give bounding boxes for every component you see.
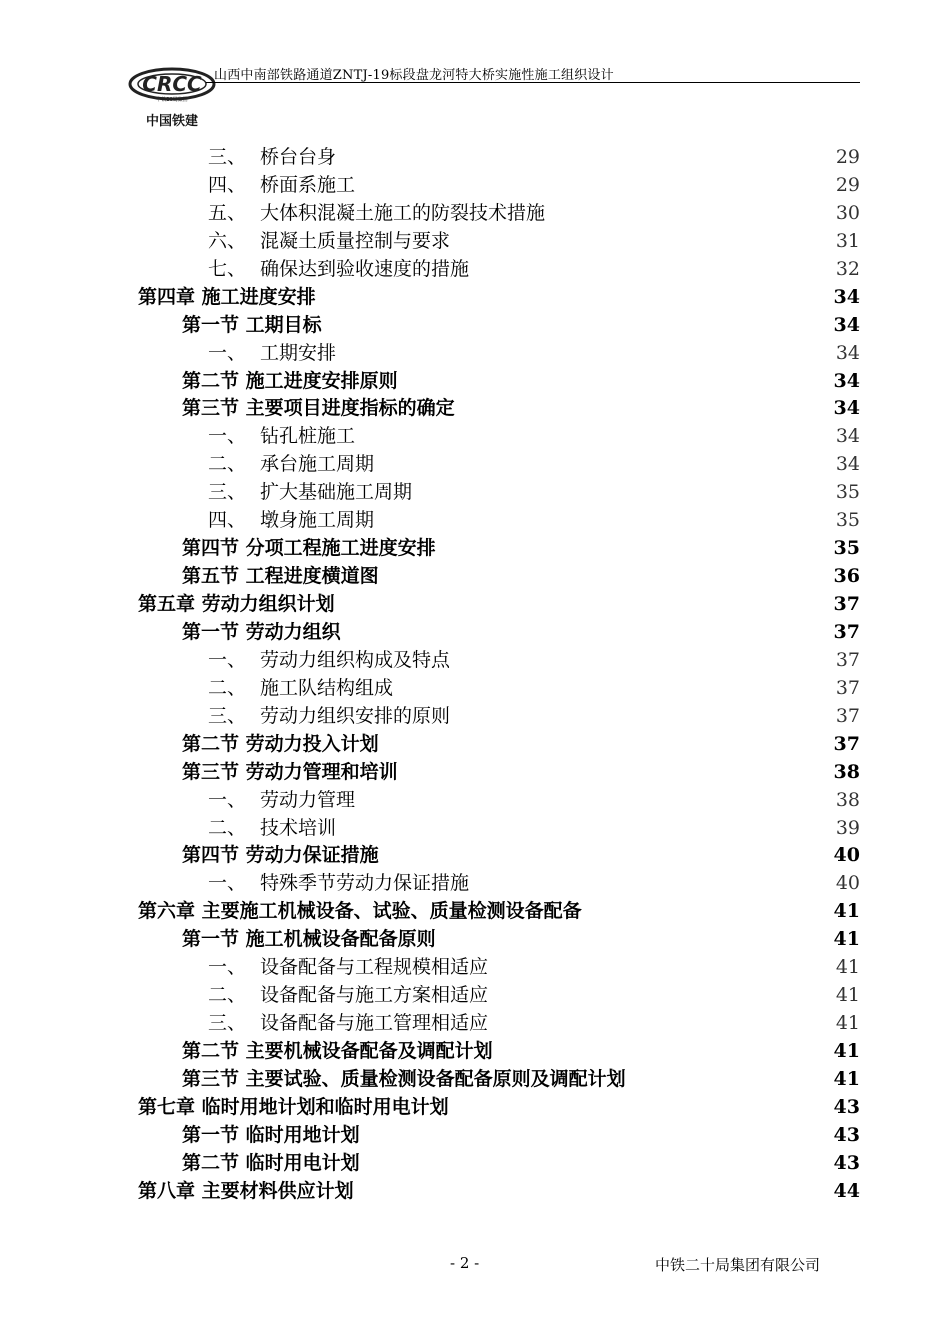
toc-entry-page: 43	[833, 1095, 860, 1118]
toc-entry-page: 41	[835, 1012, 860, 1035]
toc-entry-number: 四、	[208, 173, 247, 196]
toc-entry-item[interactable]	[0, 870, 950, 898]
toc-entry-item[interactable]	[0, 256, 950, 284]
toc-entry-text: 第四节 分项工程施工进度安排	[182, 537, 436, 560]
toc-entry-text: 第二节 劳动力投入计划	[182, 732, 379, 755]
toc-entry-text: 劳动力组织构成及特点	[260, 648, 451, 671]
toc-entry-page: 34	[833, 397, 860, 420]
toc-entry-item[interactable]	[0, 675, 950, 703]
toc-entry-number: 三、	[208, 481, 247, 504]
header-divider	[206, 82, 860, 83]
toc-entry-title	[182, 1066, 626, 1094]
toc-entry-title	[208, 228, 450, 256]
toc-entry-text: 第四节 劳动力保证措施	[182, 844, 379, 867]
toc-entry-text: 第二节 施工进度安排原则	[182, 369, 398, 392]
toc-entry-page: 41	[833, 928, 860, 951]
toc-entry-page: 34	[833, 369, 860, 392]
toc-entry-item[interactable]	[0, 647, 950, 675]
toc-entry-page: 41	[835, 984, 860, 1007]
toc-entry-item[interactable]	[0, 703, 950, 731]
toc-entry-text: 第八章 主要材料供应计划	[138, 1179, 354, 1202]
toc-entry-title	[182, 731, 379, 759]
toc-entry-page: 37	[835, 648, 860, 671]
toc-entry-text: 第三节 劳动力管理和培训	[182, 760, 398, 783]
toc-entry-title	[208, 423, 355, 451]
toc-entry-item[interactable]	[0, 479, 950, 507]
toc-entry-number: 二、	[208, 676, 247, 699]
toc-entry-title	[208, 675, 393, 703]
toc-entry-title	[182, 1122, 360, 1150]
toc-entry-number: 一、	[208, 788, 247, 811]
toc-entry-title	[182, 563, 379, 591]
toc-entry-title	[138, 591, 335, 619]
toc-entry-page: 35	[835, 509, 860, 532]
toc-entry-number: 一、	[208, 341, 247, 364]
toc-entry-title	[208, 256, 469, 284]
toc-entry-number: 一、	[208, 648, 247, 671]
toc-entry-chapter[interactable]	[0, 1094, 950, 1122]
toc-entry-text: 承台施工周期	[260, 453, 375, 476]
toc-entry-number: 三、	[208, 704, 247, 727]
toc-entry-page: 34	[835, 453, 860, 476]
toc-entry-text: 钻孔桩施工	[260, 425, 356, 448]
toc-entry-title	[182, 926, 436, 954]
svg-text:中国铁建: 中国铁建	[145, 114, 199, 129]
toc-entry-number: 一、	[208, 425, 247, 448]
toc-entry-number: 四、	[208, 509, 247, 532]
toc-entry-item[interactable]	[0, 144, 950, 172]
svg-text:中铁20局集团: 中铁20局集团	[156, 97, 188, 103]
toc-entry-section[interactable]	[0, 535, 950, 563]
toc-entry-title	[182, 1150, 360, 1178]
toc-entry-section[interactable]	[0, 1150, 950, 1178]
crcc-logo-icon	[126, 58, 218, 130]
toc-entry-title	[208, 815, 336, 843]
toc-entry-text: 设备配备与施工方案相适应	[260, 984, 489, 1007]
toc-entry-page: 34	[835, 425, 860, 448]
toc-entry-number: 六、	[208, 229, 247, 252]
toc-entry-section[interactable]	[0, 1066, 950, 1094]
toc-entry-page: 34	[833, 285, 860, 308]
toc-entry-page: 41	[833, 900, 860, 923]
toc-entry-page: 41	[835, 956, 860, 979]
toc-entry-text: 第六章 主要施工机械设备、试验、质量检测设备配备	[138, 900, 582, 923]
toc-entry-title	[182, 842, 379, 870]
toc-entry-text: 第一节 劳动力组织	[182, 620, 341, 643]
toc-entry-item[interactable]	[0, 172, 950, 200]
toc-entry-page: 29	[835, 146, 860, 168]
toc-entry-title	[138, 1178, 354, 1206]
toc-entry-number: 三、	[208, 1012, 247, 1035]
toc-entry-page: 30	[835, 201, 860, 224]
toc-entry-text: 第一节 工期目标	[182, 313, 322, 336]
toc-entry-number: 二、	[208, 453, 247, 476]
toc-entry-page: 43	[833, 1151, 860, 1174]
toc-entry-number: 二、	[208, 984, 247, 1007]
toc-entry-number: 五、	[208, 201, 247, 224]
toc-entry-title	[208, 172, 355, 200]
toc-entry-item[interactable]	[0, 200, 950, 228]
toc-entry-title	[138, 284, 316, 312]
toc-entry-title	[208, 954, 488, 982]
toc-entry-section[interactable]	[0, 731, 950, 759]
toc-entry-text: 第五章 劳动力组织计划	[138, 593, 335, 615]
toc-entry-page: 37	[835, 704, 860, 727]
toc-entry-title	[208, 340, 336, 368]
toc-entry-title	[138, 1094, 449, 1122]
toc-entry-number: 七、	[208, 257, 247, 280]
toc-entry-item[interactable]	[0, 1010, 950, 1038]
toc-entry-text: 第二节 临时用电计划	[182, 1151, 360, 1174]
toc-entry-chapter[interactable]	[0, 1178, 950, 1206]
toc-entry-section[interactable]	[0, 759, 950, 787]
toc-entry-item[interactable]	[0, 815, 950, 843]
toc-entry-title	[208, 870, 469, 898]
toc-entry-text: 第二节 主要机械设备配备及调配计划	[182, 1040, 493, 1062]
page-header	[126, 58, 860, 130]
toc-entry-title	[182, 1038, 493, 1066]
toc-entry-title	[182, 619, 341, 647]
toc-entry-text: 桥台台身	[260, 146, 337, 168]
toc-entry-text: 劳动力管理	[260, 788, 356, 811]
toc-entry-page: 37	[833, 732, 860, 755]
footer-company: 中铁二十局集团有限公司	[655, 1256, 821, 1274]
toc-entry-page: 37	[835, 676, 860, 699]
toc-entry-chapter[interactable]	[0, 284, 950, 312]
toc-entry-title	[182, 312, 322, 340]
toc-entry-page: 37	[833, 620, 860, 643]
toc-entry-page: 29	[835, 173, 860, 196]
toc-entry-page: 43	[833, 1123, 860, 1146]
toc-entry-title	[208, 507, 374, 535]
header-title: 山西中南部铁路通道ZNTJ-19标段盘龙河特大桥实施性施工组织设计	[214, 68, 614, 83]
toc-entry-section[interactable]	[0, 312, 950, 340]
toc-entry-text: 技术培训	[260, 816, 337, 839]
toc-entry-item[interactable]	[0, 982, 950, 1010]
toc-entry-text: 工期安排	[260, 341, 337, 364]
toc-entry-page: 38	[835, 788, 860, 811]
toc-entry-text: 扩大基础施工周期	[260, 481, 413, 504]
toc-entry-title	[208, 703, 450, 731]
toc-entry-item[interactable]	[0, 451, 950, 479]
toc-entry-item[interactable]	[0, 423, 950, 451]
toc-entry-text: 第一节 临时用地计划	[182, 1123, 360, 1146]
toc-entry-section[interactable]	[0, 563, 950, 591]
toc-entry-page: 35	[835, 481, 860, 504]
toc-entry-item[interactable]	[0, 787, 950, 815]
toc-entry-text: 混凝土质量控制与要求	[260, 229, 451, 252]
toc-entry-text: 劳动力组织安排的原则	[260, 704, 451, 727]
toc-entry-page: 37	[833, 593, 860, 615]
toc-entry-title	[208, 1010, 488, 1038]
toc-entry-title	[182, 368, 398, 396]
toc-entry-text: 第一节 施工机械设备配备原则	[182, 928, 436, 951]
toc-entry-title	[138, 898, 582, 926]
toc-entry-title	[208, 479, 412, 507]
toc-entry-section[interactable]	[0, 1122, 950, 1150]
toc-entry-page: 40	[835, 872, 860, 895]
toc-entry-text: 确保达到验收速度的措施	[260, 257, 470, 280]
toc-entry-text: 大体积混凝土施工的防裂技术措施	[260, 201, 546, 224]
toc-entry-title	[208, 144, 336, 172]
toc-entry-text: 第三节 主要项目进度指标的确定	[182, 397, 455, 420]
toc-entry-title	[208, 200, 545, 228]
toc-entry-title	[182, 395, 455, 423]
toc-entry-title	[182, 759, 398, 787]
toc-entry-number: 二、	[208, 816, 247, 839]
toc-entry-page: 31	[835, 229, 860, 252]
toc-entry-text: 桥面系施工	[260, 173, 356, 196]
toc-entry-item[interactable]	[0, 507, 950, 535]
toc-entry-item[interactable]	[0, 340, 950, 368]
toc-entry-section[interactable]	[0, 1038, 950, 1066]
toc-entry-page: 36	[833, 565, 860, 588]
toc-entry-number: 三、	[208, 146, 247, 168]
footer-page-number: - 2 -	[450, 1254, 480, 1272]
toc-entry-text: 第四章 施工进度安排	[138, 285, 316, 308]
toc-entry-page: 32	[835, 257, 860, 280]
toc-entry-section[interactable]	[0, 926, 950, 954]
toc-entry-chapter[interactable]	[0, 591, 950, 619]
toc-entry-item[interactable]	[0, 228, 950, 256]
toc-entry-text: 第三节 主要试验、质量检测设备配备原则及调配计划	[182, 1067, 626, 1090]
toc-entry-title	[208, 647, 450, 675]
toc-entry-title	[208, 982, 488, 1010]
toc-entry-page: 44	[833, 1179, 860, 1202]
table-of-contents	[0, 144, 950, 1206]
toc-entry-page: 40	[833, 844, 860, 867]
toc-entry-page: 35	[833, 537, 860, 560]
toc-entry-text: 第五节 工程进度横道图	[182, 565, 379, 588]
toc-entry-item[interactable]	[0, 954, 950, 982]
toc-entry-page: 38	[833, 760, 860, 783]
toc-entry-page: 41	[833, 1040, 860, 1062]
toc-entry-page: 34	[835, 341, 860, 364]
toc-entry-section[interactable]	[0, 395, 950, 423]
toc-entry-title	[208, 451, 374, 479]
toc-entry-text: 设备配备与施工管理相适应	[260, 1012, 489, 1035]
toc-entry-title	[182, 535, 436, 563]
toc-entry-chapter[interactable]	[0, 898, 950, 926]
toc-entry-number: 一、	[208, 872, 247, 895]
toc-entry-section[interactable]	[0, 368, 950, 396]
toc-entry-section[interactable]	[0, 619, 950, 647]
toc-entry-text: 第七章 临时用地计划和临时用电计划	[138, 1095, 449, 1118]
svg-text:CRCC: CRCC	[142, 72, 202, 96]
toc-entry-text: 设备配备与工程规模相适应	[260, 956, 489, 979]
toc-entry-text: 施工队结构组成	[260, 676, 394, 699]
toc-entry-number: 一、	[208, 956, 247, 979]
toc-entry-section[interactable]	[0, 842, 950, 870]
toc-entry-page: 34	[833, 313, 860, 336]
toc-entry-page: 39	[835, 816, 860, 839]
toc-entry-text: 墩身施工周期	[260, 509, 375, 532]
toc-entry-text: 特殊季节劳动力保证措施	[260, 872, 470, 895]
toc-entry-page: 41	[833, 1067, 860, 1090]
toc-entry-title	[208, 787, 355, 815]
